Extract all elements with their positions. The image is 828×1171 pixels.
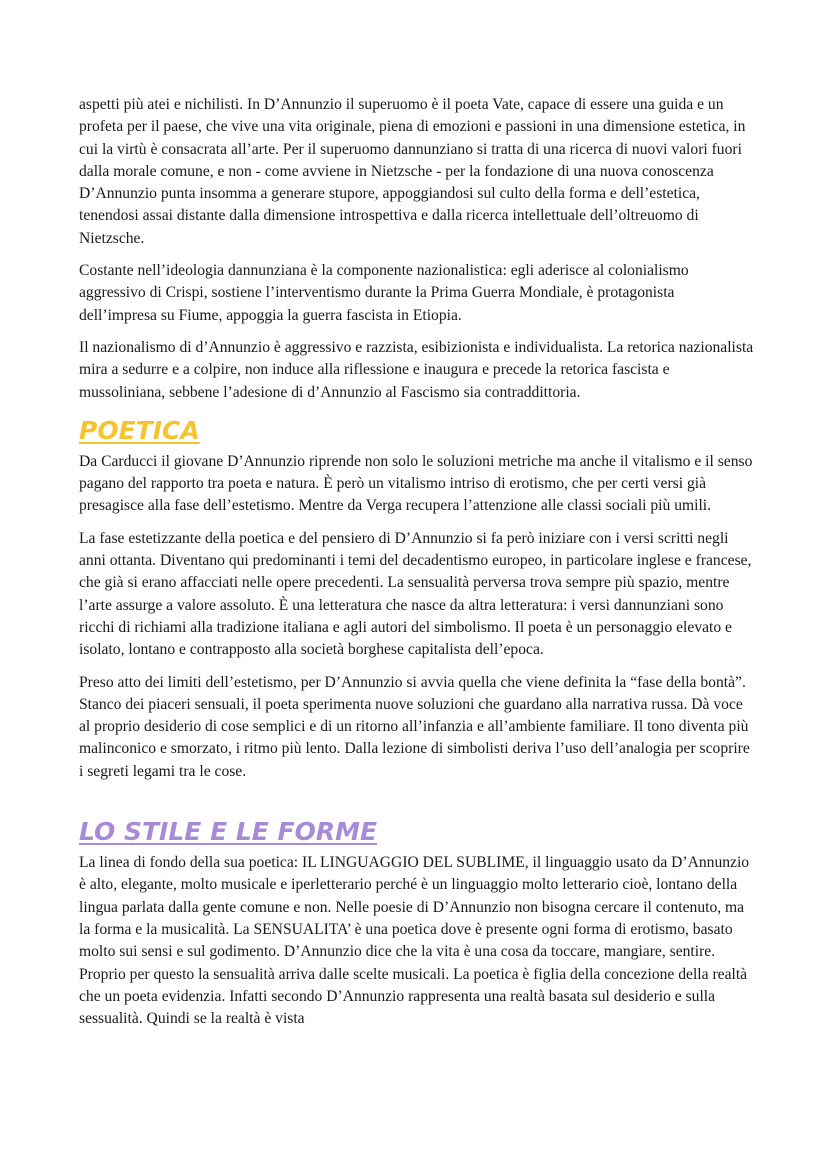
poetica-paragraph-1: Da Carducci il giovane D’Annunzio riprende non solo le soluzioni metriche ma anche il vitalismo e il senso pagano del rapporto tra poeta e natura. È però un vitalismo intriso di erotismo, che per certi versi già presagisce alla fase dell’estetismo. Mentre da Verga recupera l’attenzione alle classi sociali più umili.	[79, 452, 753, 515]
poetica-heading: POETICA	[79, 415, 200, 445]
intro-section	[79, 94, 755, 404]
stile-paragraph-1: La linea di fondo della sua poetica: IL LINGUAGGIO DEL SUBLIME, il linguaggio usato da D’Annunzio è alto, elegante, molto musicale e iperletterario perché è un linguaggio molto letterario cioè, lontano della lingua parlata dalla gente comune e non. Nelle poesie di D’Annunzio non bisogna cercare il contenuto, ma la forma e la musicalità. La SENSUALITA’ è una poetica dove è presente ogni forma di erotismo, basato molto sui sensi e sul godimento. D’Annunzio dice che la vita è una cosa da toccare, mangiare, sentire. Proprio per questo la sensualità arriva dalle scelte musicali. La poetica è figlia della concezione della realtà che un poeta evidenzia. Infatti secondo D’Annunzio rappresenta una realtà basata sul desiderio e sulla sessualità. Quindi se la realtà è vista	[79, 854, 750, 1028]
poetica-paragraph-2: La fase estetizzante della poetica e del pensiero di D’Annunzio si fa però iniziare con i versi scritti negli anni ottanta. Diventano qui predominanti i temi del decadentismo europeo, in particolare inglese e francese, che già si erano affacciati nelle opere precedenti. La sensualità perversa trova sempre più spazio, mentre l’arte assurge a valore assoluto. È una letteratura che nasce da altra letteratura: i versi dannunziani sono ricchi di richiami alla tradizione italiana e agli autori del simbolismo. Il poeta è un personaggio elevato e isolato, lontano e contrapposto alla società borghese capitalista dell’epoca.	[79, 529, 752, 659]
stile-section	[79, 819, 755, 1030]
intro-paragraph-1: aspetti più atei e nichilisti. In D’Annunzio il superuomo è il poeta Vate, capace di essere una guida e un profeta per il paese, che vive una vita originale, piena di emozioni e passioni in una dimensione estetica, in cui la virtù è consacrata all’arte. Per il superuomo dannunziano si tratta di una ricerca di nuovi valori fuori dalla morale comune, e non - come avviene in Nietzsche - per la fondazione di una nuova conoscenza D’Annunzio punta insomma a generare stupore, appoggiandosi sul culto della forma e dell’estetica, tenendosi assai distante dalla dimensione introspettiva e dalla ricerca intellettuale dell’oltreuomo di Nietzsche.	[79, 96, 746, 247]
stile-heading: LO STILE E LE FORME	[79, 817, 378, 847]
poetica-paragraph-3: Preso atto dei limiti dell’estetismo, per D’Annunzio si avvia quella che viene definita la “fase della bontà”. Stanco dei piaceri sensuali, il poeta sperimenta nuove soluzioni che guardano alla narrativa russa. Dà voce al proprio desiderio di cose semplici e di un ritorno all’infanzia e all’ambiente familiare. Il tono diventa più malinconico e smorzato, i ritmo più lento. Dalla lezione di simbolisti deriva l’uso dell’analogia per scoprire i segreti legami tra le cose.	[79, 673, 750, 780]
document-page	[79, 94, 755, 1040]
intro-paragraph-3: Il nazionalismo di d’Annunzio è aggressivo e razzista, esibizionista e individualista. La retorica nazionalista mira a sedurre e a colpire, non induce alla riflessione e inaugura e precede la retorica fascista e mussoliniana, sebbene l’adesione di d’Annunzio al Fascismo sia contraddittoria.	[79, 338, 754, 401]
poetica-section	[79, 415, 755, 783]
intro-paragraph-2: Costante nell’ideologia dannunziana è la componente nazionalistica: egli aderisce al colonialismo aggressivo di Crispi, sostiene l’interventismo durante la Prima Guerra Mondiale, è protagonista dell’impresa su Fiume, appoggia la guerra fascista in Etiopia.	[79, 262, 689, 324]
